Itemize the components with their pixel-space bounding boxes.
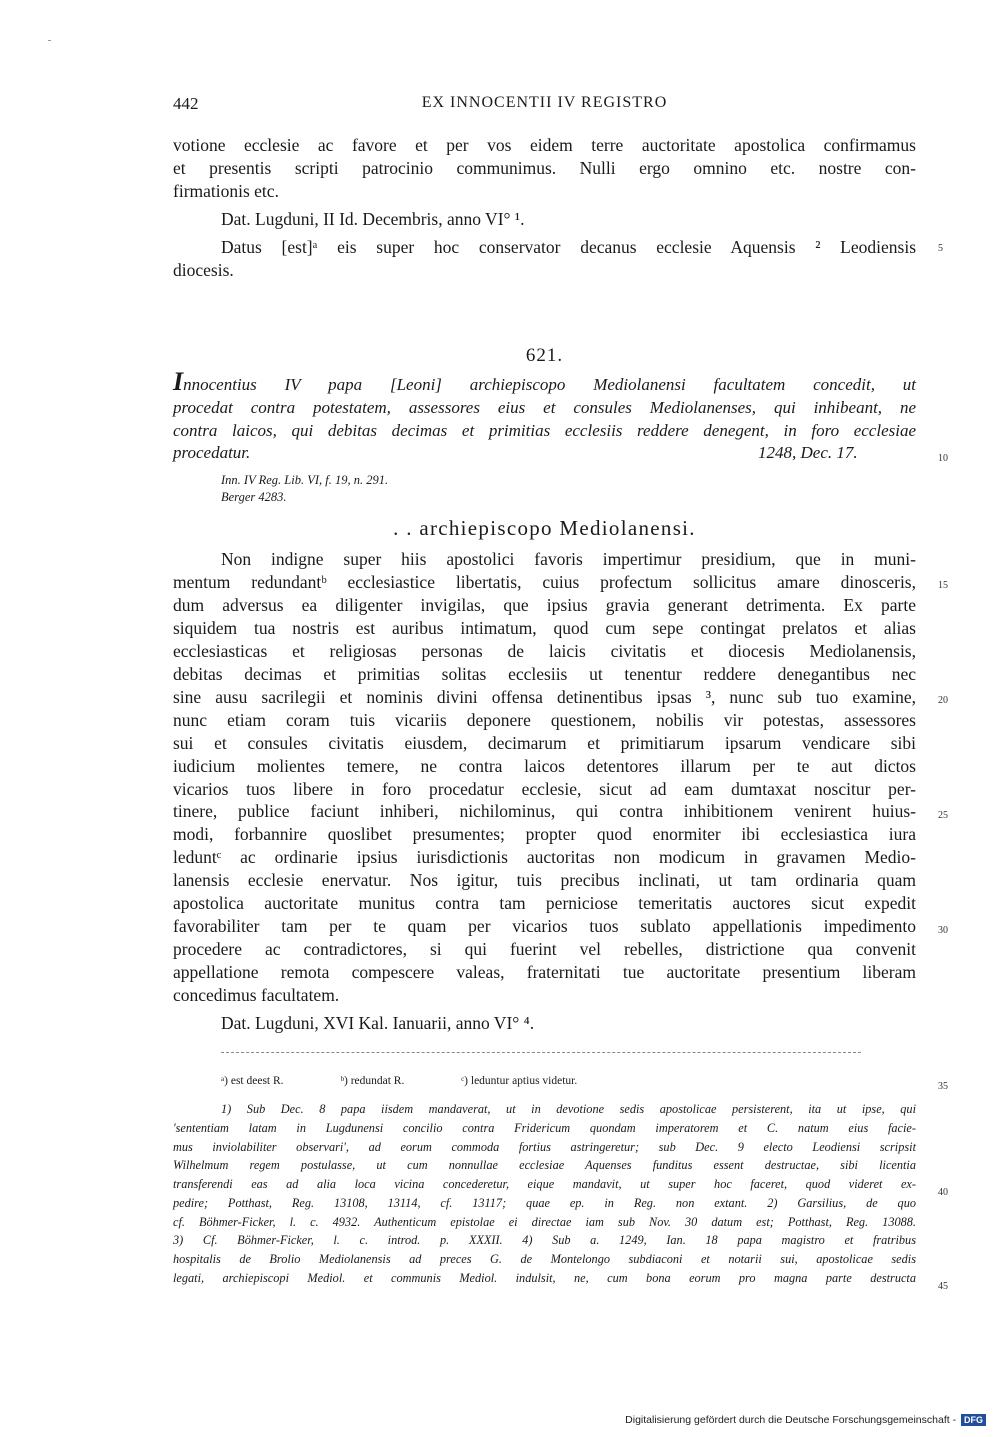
text-line: siquidem tua nostris est auribus intimatum, quod cum sepe contingat prelatos et alias	[173, 617, 916, 638]
text-line: mentum redundantᵇ ecclesiastice libertatis, cuius profectum sollicitus amare dinosceris,	[173, 571, 916, 592]
margin-line-number: 30	[938, 925, 948, 936]
text-line: votione ecclesie ac favore et per vos eidem terre auctoritate apostolica confirmamus	[173, 135, 916, 155]
text-line: debitas decimas et primitias solitas ecclesiis ut tenentur reddere denegantibus nec	[173, 663, 916, 684]
margin-line-number: 5	[938, 243, 943, 254]
source-line: Inn. IV Reg. Lib. VI, f. 19, n. 291.	[221, 473, 389, 487]
text-line: dum adversus ea diligenter invigilas, que ipsius gravia generant detrimenta. Ex parte	[173, 594, 916, 615]
text-line: sine ausu sacrilegii et nominis divini offensa detinentibus ipsas ³, nunc sub tuo examine,	[173, 686, 916, 707]
text-line: procedere ac contradictores, si qui fuerint vel rebelles, districtione qua convenit	[173, 939, 916, 960]
dating-clause: Dat. Lugduni, XVI Kal. Ianuarii, anno VI° ⁴.	[221, 1013, 535, 1034]
textual-variants	[221, 1075, 631, 1087]
margin-line-number: 25	[938, 810, 948, 821]
footnote-line: hospitalis de Brolio Mediolanensis ad preces G. de Montelongo subdiaconi et notarii sui, apostolicae sedis	[173, 1252, 916, 1266]
text-line: nunc etiam coram tuis vicariis deponere questionem, nobilis vir potestas, assessores	[173, 709, 916, 730]
footnote-line: pedire; Potthast, Reg. 13108, 13114, cf. 13117; quae ep. in Reg. non extant. 2) Garsilius, de quo	[173, 1195, 916, 1210]
variant-note: ᶜ) leduntur aptius videtur.	[461, 1075, 578, 1087]
text-line: concedimus facultatem.	[173, 985, 340, 1006]
address-line: . . archiepiscopo Mediolanensi.	[393, 516, 696, 540]
text-line: ecclesiasticas et religiosas personas de laicis civitatis et diocesis Mediolanensis,	[173, 640, 916, 661]
footnote-line: 3) Cf. Böhmer-Ficker, l. c. introd. p. XXXII. 4) Sub a. 1249, Ian. 18 papa magistro et fratribus	[173, 1233, 916, 1248]
footnotes	[173, 1100, 916, 1288]
margin-line-number: 10	[938, 453, 948, 464]
text-line: favorabiliter tam per te quam per vicarios tuos sublato appellationis impedimento	[173, 916, 916, 937]
footnote-separator	[221, 1052, 861, 1053]
text-line: appellatione remota compescere valeas, fraternitati tue auctoritate presentium liberam	[173, 962, 916, 983]
text-line: diocesis.	[173, 260, 234, 280]
credit-text: Digitalisierung gefördert durch die Deutsche Forschungsgemeinschaft -	[625, 1414, 957, 1426]
margin-line-number: 35	[938, 1081, 948, 1092]
text-line: sui et consules civitatis eiusdem, decimarum et primitiarum ipsarum vendicare sibi	[173, 732, 916, 753]
dfg-logo: DFG	[961, 1414, 986, 1426]
rubric-line: procedatur.	[173, 443, 251, 463]
variant-note: ᵇ) redundat R.	[340, 1075, 405, 1087]
text-line: apostolica auctoritate munitus contra tam perniciose temeritatis auctores sicut expedit	[173, 893, 916, 914]
margin-line-number: 20	[938, 695, 948, 706]
margin-line-number: 15	[938, 580, 948, 591]
continued-text	[173, 134, 916, 282]
source-references	[221, 472, 388, 506]
footnote-line: 'sententiam latam in Lugdunensi concilio contra Fridericum quondam imperatorem et C. natum eius facie-	[173, 1120, 916, 1135]
text-line: vicarios tuos libere in foro procedatur ecclesie, sicut ad eam dumtaxat noscitur per-	[173, 778, 916, 799]
text-line: Non indigne super hiis apostolici favoris impertimur presidium, que in muni-	[221, 549, 916, 569]
margin-line-number: 40	[938, 1187, 948, 1198]
text-line: tinere, publice faciunt inhiberi, nichilominus, qui contra inhibitionem venirent huius-	[173, 801, 916, 822]
page-number: 442	[173, 94, 199, 113]
rubric-date: 1248, Dec. 17.	[758, 443, 858, 463]
footnote-line: transferendi eas ad alia loca vicina concederetur, eique mandavit, ut super hoc faceret, quod videret ex-	[173, 1177, 916, 1191]
text-line: firmationis etc.	[173, 181, 279, 201]
rubric-line: contra laicos, qui debitas decimas et primitias ecclesiis reddere denegent, in foro ecclesiae	[173, 420, 916, 440]
drop-cap: I	[173, 367, 184, 396]
text-line: leduntᶜ ac ordinarie ipsius iurisdictionis auctoritas non modicum in gravamen Medio-	[173, 847, 916, 868]
variant-note: ᵃ) est deest R.	[221, 1075, 284, 1087]
letter-body	[173, 548, 916, 1035]
footnote-line: Wilhelmum regem postulasse, ut cum nonnullae ecclesiae Aquenses funditus essent destructae, sibi licentia	[173, 1158, 916, 1173]
scan-mark	[48, 40, 51, 41]
rubric-line: nnocentius IV papa [Leoni] archiepiscopo Mediolanensi facultatem concedit, ut	[183, 375, 916, 394]
text-line: iudicium molientes temere, ne contra laicos detentores illarum per te aut dictos	[173, 755, 916, 776]
document-number: 621.	[525, 345, 564, 366]
text-line: Datus [est]ᵃ eis super hoc conservator decanus ecclesie Aquensis ² Leodiensis	[221, 237, 916, 257]
source-line: Berger 4283.	[221, 490, 287, 504]
text-line: et presentis scripti patrocinio communimus. Nulli ergo omnino etc. nostre con-	[173, 158, 916, 178]
footnote-line: 1) Sub Dec. 8 papa iisdem mandaverat, ut in devotione sedis apostolicae persisterent, ita ut ipse, qui	[221, 1102, 916, 1116]
page-header	[173, 94, 916, 118]
text-line: modi, forbannire quoslibet presumentes; propter quod enormiter ibi ecclesiastica iura	[173, 824, 916, 845]
digitization-credit	[625, 1414, 986, 1426]
rubric	[173, 367, 916, 465]
footnote-line: legati, archiepiscopi Mediol. et communis Mediol. indulsit, ne, cum bona eorum pro magna parte destructa	[173, 1270, 916, 1285]
dating-clause: Dat. Lugduni, II Id. Decembris, anno VI° ¹.	[221, 209, 525, 229]
rubric-line: procedat contra potestatem, assessores eius et consules Mediolanenses, qui inhibeant, ne	[173, 397, 916, 417]
text-line: lanensis ecclesie enervatur. Nos igitur, tuis precibus inclinati, ut tam ordinaria quam	[173, 870, 916, 891]
footnote-line: mus inviolabiliter observari', ad eorum commoda fortius astringeretur; sub Dec. 9 electo Leodiensi scripsit	[173, 1139, 916, 1154]
running-title: EX INNOCENTII IV REGISTRO	[421, 94, 668, 111]
footnote-line: cf. Böhmer-Ficker, l. c. 4932. Authenticum epistolae ei directae iam sub Nov. 30 datum est; Potthast, Reg. 13088.	[173, 1214, 916, 1229]
margin-line-number: 45	[938, 1281, 948, 1292]
